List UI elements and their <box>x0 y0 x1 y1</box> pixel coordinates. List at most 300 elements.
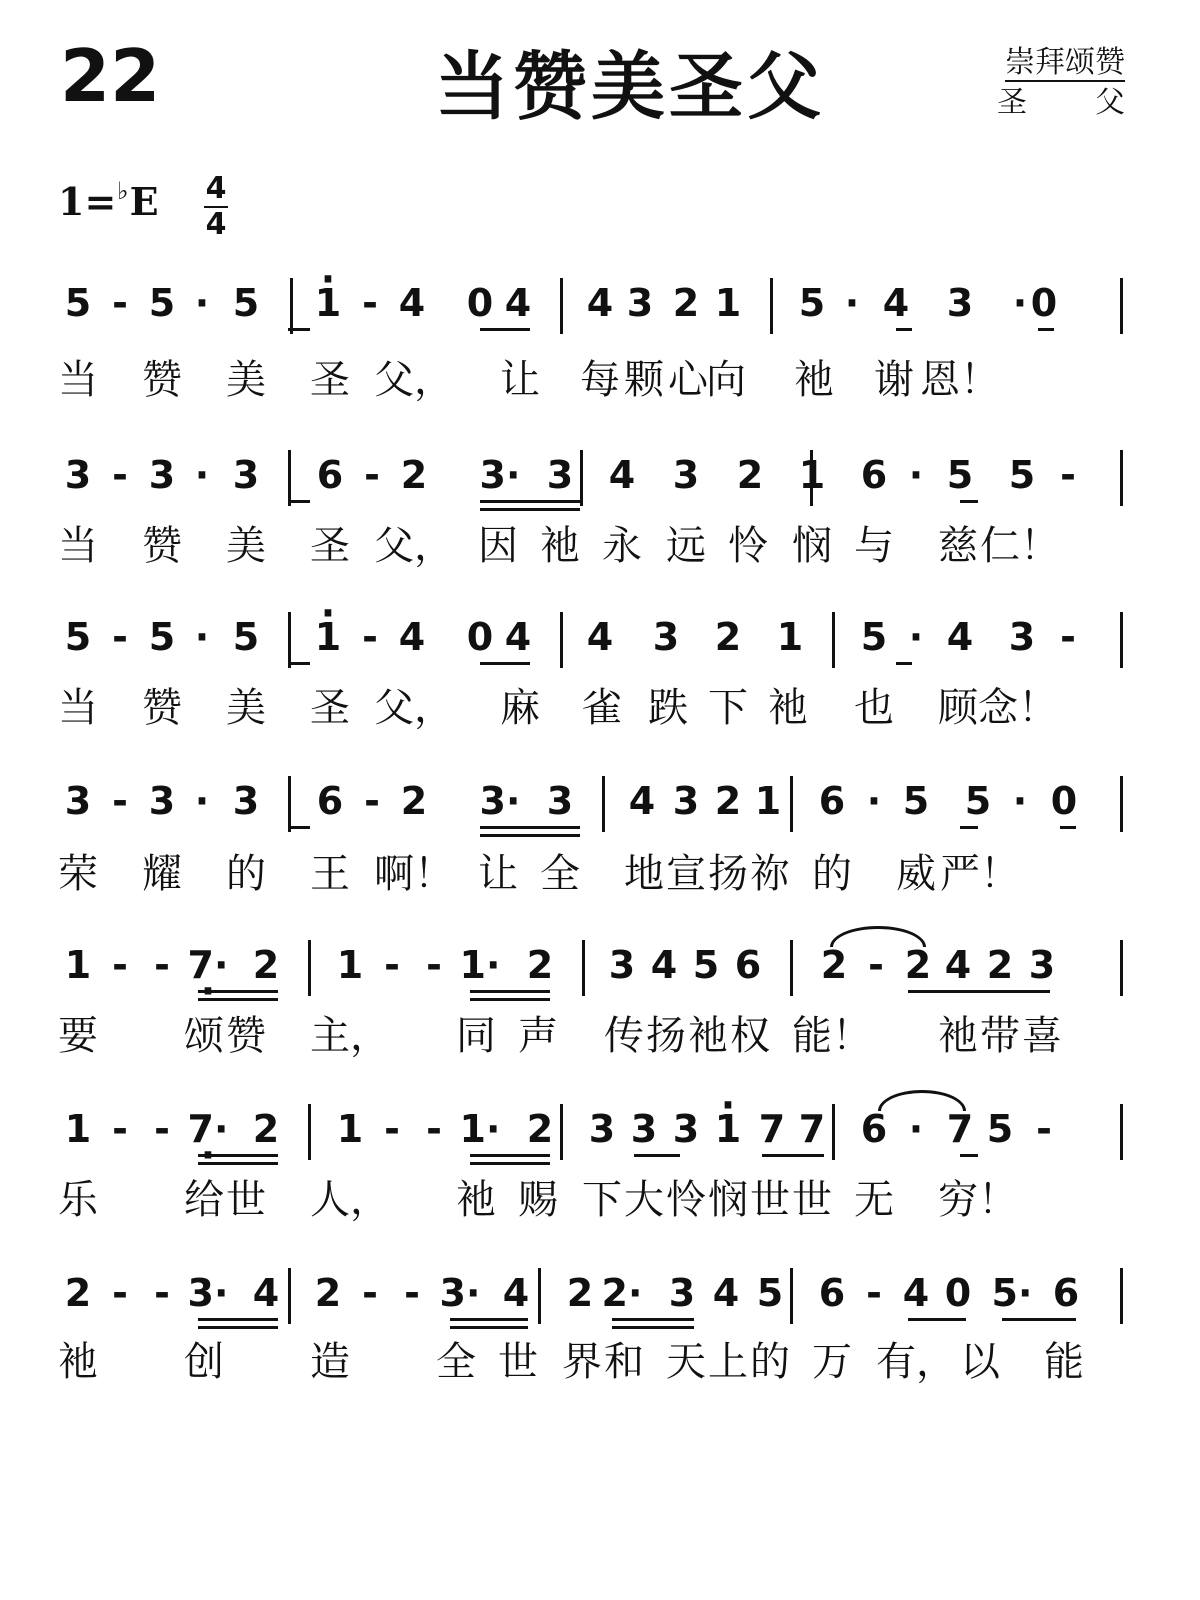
lyric-syllable: 祢 <box>750 851 790 897</box>
note: 3 <box>148 453 176 497</box>
lyric-syllable: 赞 <box>142 357 182 403</box>
note: 4 <box>946 615 974 659</box>
note: 1· <box>459 943 501 987</box>
note: 4 <box>398 281 426 325</box>
lyric-syllable: 上 <box>708 1339 748 1385</box>
lyric-syllable: 喜 <box>1022 1013 1062 1059</box>
lyric-syllable: 的 <box>226 851 266 897</box>
note: 3 <box>672 779 700 823</box>
lyric-syllable: 圣 <box>310 357 350 403</box>
note: 1· <box>459 1107 501 1151</box>
note: 7 <box>758 1107 786 1151</box>
note: 4 <box>882 281 910 325</box>
notation-line <box>60 1268 1140 1324</box>
lyric-syllable: 宣 <box>666 851 706 897</box>
barline <box>308 940 311 996</box>
lyric-syllable: 赞 <box>226 1013 266 1059</box>
note: · <box>194 615 210 659</box>
lyric-syllable: 能 <box>1044 1339 1084 1385</box>
lyric-syllable: 同 <box>456 1013 496 1059</box>
note: · 1 <box>315 618 341 656</box>
note: 4 <box>902 1271 930 1315</box>
note: 4 <box>398 615 426 659</box>
lyric-syllable: 念！ <box>978 685 1058 731</box>
note: 5 <box>946 453 974 497</box>
note: 4 <box>504 615 532 659</box>
beam <box>480 508 580 511</box>
note: 6 <box>316 453 344 497</box>
barline <box>1120 940 1123 996</box>
beam <box>288 662 310 665</box>
note: - <box>154 1107 170 1151</box>
lyric-syllable: 衪 <box>540 523 580 569</box>
note: 3 <box>626 281 654 325</box>
barline <box>602 776 605 832</box>
page-title: 当赞美圣父 <box>435 44 825 130</box>
note: 6 <box>860 1107 888 1151</box>
lyric-syllable: 美 <box>226 357 266 403</box>
lyric-syllable: 无 <box>854 1177 894 1223</box>
note: 0 <box>1030 281 1058 325</box>
slur <box>830 926 926 947</box>
lyric-syllable: 世 <box>498 1339 538 1385</box>
beam <box>480 662 530 665</box>
lyric-syllable: 与 <box>854 523 894 569</box>
lyric-syllable: 世 <box>226 1177 266 1223</box>
lyric-syllable: 谢 <box>874 357 914 403</box>
note: 5· <box>991 1271 1033 1315</box>
note: 5 <box>986 1107 1014 1151</box>
note: 5 <box>64 615 92 659</box>
lyric-syllable: 全 <box>436 1339 476 1385</box>
note: 1 <box>64 943 92 987</box>
lyric-line <box>58 523 1140 576</box>
note: 5 <box>64 281 92 325</box>
beam <box>198 1154 278 1157</box>
note: 2 <box>820 943 848 987</box>
note: 4 <box>586 615 614 659</box>
lyric-syllable: 王 <box>310 851 350 897</box>
note: 2 <box>714 779 742 823</box>
lyric-syllable: 穷！ <box>938 1177 1018 1223</box>
barline <box>1120 450 1123 506</box>
lyric-syllable: 天 <box>666 1339 706 1385</box>
barline <box>290 278 293 334</box>
lyric-syllable: 衪 <box>456 1177 496 1223</box>
barline <box>790 940 793 996</box>
note: - <box>384 943 400 987</box>
note: 3 <box>588 1107 616 1151</box>
beam <box>896 662 912 665</box>
meter-top: 4 <box>205 171 227 206</box>
note: 3 <box>672 1107 700 1151</box>
barline <box>580 450 583 506</box>
lyric-syllable: 界 <box>562 1339 602 1385</box>
lyric-syllable: 荣 <box>58 851 98 897</box>
note: - <box>362 281 378 325</box>
note: 5 <box>232 615 260 659</box>
lyric-syllable: 颗 <box>624 357 664 403</box>
lyric-syllable: 也 <box>854 685 894 731</box>
note: 6 <box>734 943 762 987</box>
lyric-syllable: 麻 <box>500 685 540 731</box>
note: 3 <box>64 453 92 497</box>
lyric-syllable: 主， <box>310 1013 390 1059</box>
lyric-line <box>58 1339 1140 1392</box>
note: 2· <box>601 1271 643 1315</box>
lyric-syllable: 向 <box>706 357 746 403</box>
lyric-syllable: 当 <box>58 685 98 731</box>
lyric-syllable: 美 <box>226 685 266 731</box>
beam <box>470 990 550 993</box>
note: 1 <box>776 615 804 659</box>
note: 3· <box>439 1271 481 1315</box>
barline <box>538 1268 541 1324</box>
key-prefix: 1= <box>58 179 117 224</box>
note: · <box>1012 779 1028 823</box>
note: 0 <box>466 615 494 659</box>
lyric-syllable: 赐 <box>518 1177 558 1223</box>
lyric-syllable: 以 <box>960 1339 1000 1385</box>
lyric-line <box>58 685 1140 738</box>
note: - <box>112 281 128 325</box>
notation-line <box>60 1104 1140 1160</box>
note: 2 <box>714 615 742 659</box>
flat-icon: ♭ <box>117 176 129 205</box>
key-signature <box>58 176 159 224</box>
note: 4 <box>628 779 656 823</box>
key-letter: E <box>129 179 159 224</box>
lyric-syllable: 有， <box>876 1339 956 1385</box>
beam <box>762 1154 824 1157</box>
lyric-syllable: 美 <box>226 523 266 569</box>
note: 7 <box>946 1107 974 1151</box>
beam <box>288 826 310 829</box>
composer-part-1: 圣 <box>997 85 1027 120</box>
barline <box>832 1104 835 1160</box>
lyric-syllable: 圣 <box>310 523 350 569</box>
barline <box>560 612 563 668</box>
note: 3 <box>630 1107 658 1151</box>
note: · 1 <box>715 1110 741 1148</box>
note: 5 <box>902 779 930 823</box>
lyric-syllable: 下 <box>582 1177 622 1223</box>
lyric-syllable: 地 <box>624 851 664 897</box>
note: - <box>1036 1107 1052 1151</box>
lyric-syllable: 怜 <box>728 523 768 569</box>
lyric-syllable: 扬 <box>646 1013 686 1059</box>
note: 3 <box>232 453 260 497</box>
note: - <box>364 453 380 497</box>
note: 4 <box>650 943 678 987</box>
lyric-syllable: 世 <box>750 1177 790 1223</box>
barline <box>1120 278 1123 334</box>
barline <box>560 278 563 334</box>
lyric-syllable: 传 <box>604 1013 644 1059</box>
barline <box>308 1104 311 1160</box>
beam <box>198 1162 278 1165</box>
note: 3 <box>652 615 680 659</box>
lyric-syllable: 权 <box>730 1013 770 1059</box>
note: 5 <box>860 615 888 659</box>
lyric-syllable: 乐 <box>58 1177 98 1223</box>
lyric-syllable: 当 <box>58 357 98 403</box>
lyric-syllable: 父， <box>374 357 454 403</box>
note: - <box>1060 453 1076 497</box>
note: · <box>194 453 210 497</box>
lyric-syllable: 因 <box>478 523 518 569</box>
lyric-syllable: 严！ <box>940 851 1020 897</box>
lyric-syllable: 圣 <box>310 685 350 731</box>
lyric-syllable: 全 <box>540 851 580 897</box>
note: 3· <box>479 779 521 823</box>
note: 1 <box>336 1107 364 1151</box>
lyric-syllable: 威 <box>896 851 936 897</box>
beam <box>450 1326 528 1329</box>
notation-line <box>60 612 1140 668</box>
lyric-syllable: 心 <box>668 357 708 403</box>
note: - <box>112 1107 128 1151</box>
lyric-syllable: 远 <box>666 523 706 569</box>
note: 2 <box>672 281 700 325</box>
note: 2 <box>526 943 554 987</box>
lyric-line <box>58 357 1140 410</box>
beam <box>198 1318 278 1321</box>
beam <box>634 1154 680 1157</box>
note: 5 <box>1008 453 1036 497</box>
notation-line <box>60 450 1140 506</box>
note: 2 <box>400 779 428 823</box>
note: 3 <box>232 779 260 823</box>
beam <box>960 500 978 503</box>
lyric-syllable: 衪 <box>768 685 808 731</box>
lyric-syllable: 声 <box>518 1013 558 1059</box>
lyric-syllable: 当 <box>58 523 98 569</box>
note: 2 <box>252 943 280 987</box>
note: 5 <box>756 1271 784 1315</box>
note: 3· <box>187 1271 229 1315</box>
note: 0 <box>1050 779 1078 823</box>
note: 2 <box>904 943 932 987</box>
lyric-syllable: 大 <box>624 1177 664 1223</box>
note: - <box>112 1271 128 1315</box>
lyric-syllable: 怜 <box>666 1177 706 1223</box>
beam <box>960 826 978 829</box>
beam <box>480 834 580 837</box>
lyric-syllable: 恩！ <box>920 357 1000 403</box>
note: 5 <box>964 779 992 823</box>
note: · <box>1012 281 1028 325</box>
lyric-syllable: 雀 <box>582 685 622 731</box>
note: 3 <box>546 453 574 497</box>
beam <box>470 998 550 1001</box>
note: - <box>868 943 884 987</box>
note: - <box>154 1271 170 1315</box>
barline <box>560 1104 563 1160</box>
lyric-syllable: 父， <box>374 685 454 731</box>
lyric-syllable: 造 <box>310 1339 350 1385</box>
note: 5 <box>798 281 826 325</box>
note: - <box>384 1107 400 1151</box>
lyric-line <box>58 1013 1140 1066</box>
beam <box>612 1318 694 1321</box>
lyric-syllable: 的 <box>750 1339 790 1385</box>
lyric-syllable: 给 <box>184 1177 224 1223</box>
barline <box>288 1268 291 1324</box>
note: 1 <box>798 453 826 497</box>
notation-line <box>60 278 1140 334</box>
note: - <box>112 615 128 659</box>
barline <box>582 940 585 996</box>
note: 4 <box>608 453 636 497</box>
barline <box>288 450 291 506</box>
beam <box>896 328 912 331</box>
barline <box>288 776 291 832</box>
notation-line <box>60 776 1140 832</box>
note: 4 <box>712 1271 740 1315</box>
lyric-syllable: 带 <box>980 1013 1020 1059</box>
note: 5 <box>692 943 720 987</box>
note: 2 <box>400 453 428 497</box>
note: 6 <box>818 779 846 823</box>
lyric-syllable: 创 <box>184 1339 224 1385</box>
barline <box>1120 776 1123 832</box>
note: 3· <box>479 453 521 497</box>
lyric-syllable: 慈 <box>938 523 978 569</box>
notation-line <box>60 940 1140 996</box>
note: - <box>112 453 128 497</box>
note: · <box>194 779 210 823</box>
composer-part-2: 父 <box>1095 85 1125 120</box>
lyric-syllable: 啊！ <box>374 851 454 897</box>
lyric-syllable: 衪 <box>938 1013 978 1059</box>
note: · <box>844 281 860 325</box>
barline <box>832 612 835 668</box>
lyric-syllable: 顾 <box>938 685 978 731</box>
note: 0 <box>466 281 494 325</box>
slur <box>878 1090 966 1111</box>
lyric-syllable: 衪 <box>58 1339 98 1385</box>
note: 4 <box>502 1271 530 1315</box>
note: 2 <box>314 1271 342 1315</box>
note: 4 <box>586 281 614 325</box>
note: 3 <box>546 779 574 823</box>
note: 2 <box>526 1107 554 1151</box>
barline <box>770 278 773 334</box>
lyric-syllable: 让 <box>500 357 540 403</box>
note: 3 <box>672 453 700 497</box>
note: 6 <box>818 1271 846 1315</box>
note: - <box>362 615 378 659</box>
beam <box>198 998 278 1001</box>
note: - <box>362 1271 378 1315</box>
lyric-syllable: 赞 <box>142 523 182 569</box>
barline <box>288 612 291 668</box>
note: 7 <box>798 1107 826 1151</box>
note: - <box>112 779 128 823</box>
meter-bottom: 4 <box>205 207 227 242</box>
beam <box>1060 826 1076 829</box>
note: 4 <box>252 1271 280 1315</box>
lyric-syllable: 人， <box>310 1177 390 1223</box>
note: 3 <box>608 943 636 987</box>
note: 1 <box>64 1107 92 1151</box>
note: 0 <box>944 1271 972 1315</box>
note: 5 <box>148 615 176 659</box>
time-signature <box>204 171 228 242</box>
lyric-syllable: 要 <box>58 1013 98 1059</box>
beam <box>480 328 530 331</box>
note: 6 <box>316 779 344 823</box>
note: 7· · <box>188 946 229 984</box>
lyric-syllable: 和 <box>604 1339 644 1385</box>
note: 3 <box>1028 943 1056 987</box>
note: 5 <box>148 281 176 325</box>
note: · 1 <box>315 284 341 322</box>
note: 3 <box>1008 615 1036 659</box>
beam <box>450 1318 528 1321</box>
note: · <box>908 453 924 497</box>
note: · <box>908 615 924 659</box>
note: 6 <box>860 453 888 497</box>
note: 7· · <box>188 1110 229 1148</box>
lyric-syllable: 每 <box>580 357 620 403</box>
note: 5 <box>232 281 260 325</box>
beam <box>470 1154 550 1157</box>
lyric-syllable: 万 <box>812 1339 852 1385</box>
lyric-line <box>58 1177 1140 1230</box>
note: 2 <box>252 1107 280 1151</box>
beam <box>1038 328 1054 331</box>
note: 2 <box>566 1271 594 1315</box>
lyric-syllable: 能！ <box>792 1013 872 1059</box>
lyric-syllable: 永 <box>602 523 642 569</box>
note: 4 <box>504 281 532 325</box>
beam <box>480 826 580 829</box>
beam <box>288 500 310 503</box>
note: - <box>866 1271 882 1315</box>
lyric-syllable: 赞 <box>142 685 182 731</box>
beam <box>1002 1318 1076 1321</box>
beam <box>288 328 310 331</box>
lyric-line <box>58 851 1140 904</box>
lyric-syllable: 耀 <box>142 851 182 897</box>
lyric-syllable: 衪 <box>688 1013 728 1059</box>
lyric-syllable: 扬 <box>708 851 748 897</box>
beam <box>198 1326 278 1329</box>
hymn-number: 22 <box>60 34 161 118</box>
barline <box>1120 612 1123 668</box>
note: 1 <box>754 779 782 823</box>
lyric-syllable: 跌 <box>648 685 688 731</box>
note: 3 <box>148 779 176 823</box>
beam <box>198 990 278 993</box>
barline <box>1120 1104 1123 1160</box>
barline <box>1120 1268 1123 1324</box>
note: - <box>154 943 170 987</box>
note: 2 <box>64 1271 92 1315</box>
barline <box>790 1268 793 1324</box>
lyric-syllable: 世 <box>792 1177 832 1223</box>
lyric-syllable: 悯 <box>792 523 832 569</box>
note: 3 <box>64 779 92 823</box>
beam <box>480 500 580 503</box>
beam <box>908 1318 966 1321</box>
note: 6 <box>1052 1271 1080 1315</box>
note: - <box>426 1107 442 1151</box>
note: 2 <box>986 943 1014 987</box>
note: - <box>112 943 128 987</box>
